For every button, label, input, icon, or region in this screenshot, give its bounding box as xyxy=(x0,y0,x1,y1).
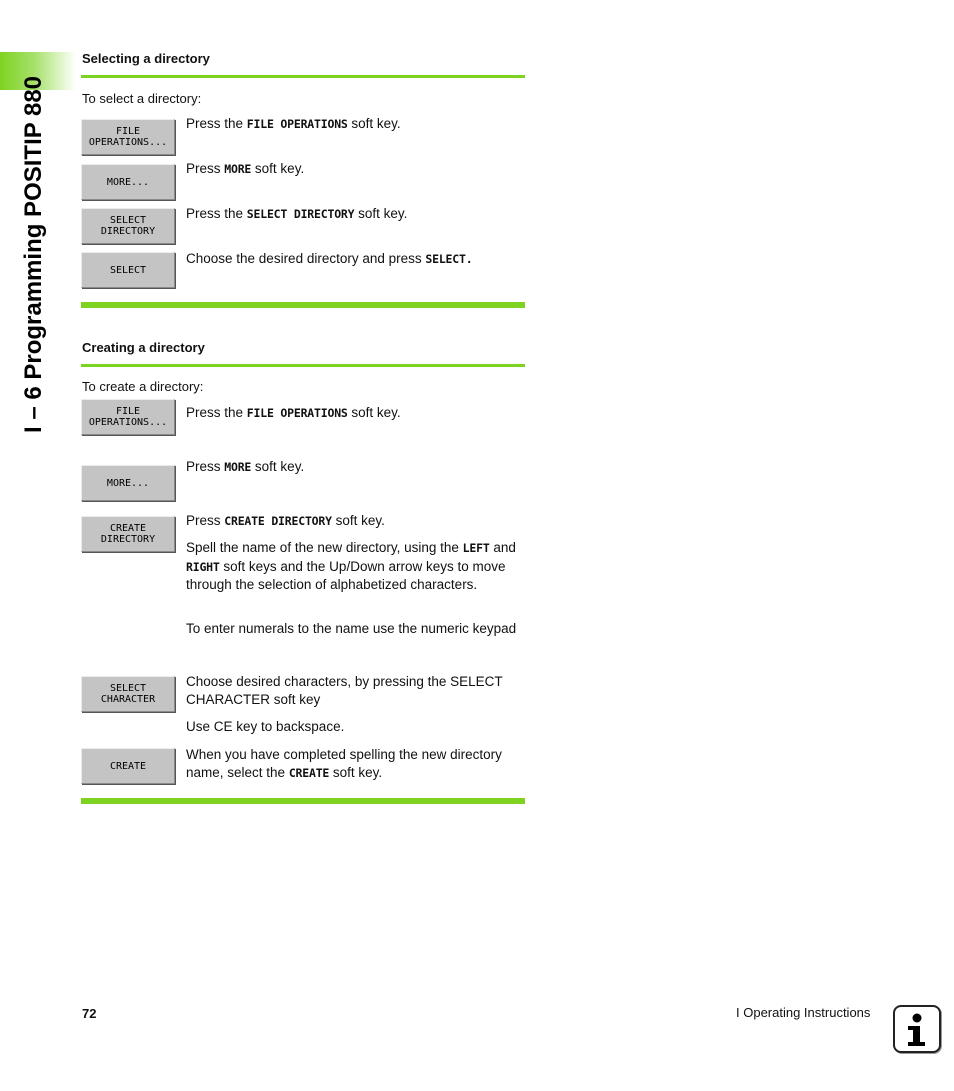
create-softkey[interactable]: CREATE xyxy=(81,748,175,784)
select-softkey[interactable]: SELECT xyxy=(81,252,175,288)
footer-chapter: I Operating Instructions xyxy=(736,1005,871,1020)
step-text: Use CE key to backspace. xyxy=(186,719,345,734)
step-text: To enter numerals to the name use the numeric keypad xyxy=(186,621,517,636)
section-end-rule xyxy=(81,302,525,308)
section-intro: To select a directory: xyxy=(82,91,202,106)
step-text: Choose desired characters, by pressing the SELECT CHARACTER soft key xyxy=(186,674,503,707)
step-text: Press the FILE OPERATIONS soft key. xyxy=(186,405,401,420)
step-text: Press CREATE DIRECTORY soft key. xyxy=(186,513,385,528)
section-title-creating: Creating a directory xyxy=(82,340,205,355)
more-softkey[interactable]: MORE... xyxy=(81,465,175,501)
select-directory-softkey[interactable]: SELECT DIRECTORY xyxy=(81,208,175,244)
section-rule xyxy=(81,364,525,367)
step-text: Press MORE soft key. xyxy=(186,161,305,176)
section-rule xyxy=(81,75,525,78)
section-end-rule xyxy=(81,798,525,804)
info-icon xyxy=(893,1005,941,1053)
create-directory-softkey[interactable]: CREATE DIRECTORY xyxy=(81,516,175,552)
step-text: Press the SELECT DIRECTORY soft key. xyxy=(186,206,408,221)
select-character-softkey[interactable]: SELECT CHARACTER xyxy=(81,676,175,712)
step-text: When you have completed spelling the new directory name, select the CREATE soft key. xyxy=(186,747,502,780)
step-text: Spell the name of the new directory, using the LEFT and RIGHT soft keys and the Up/Down arrow keys to move through the selection of alphabetized characters. xyxy=(186,540,516,592)
page-number: 72 xyxy=(82,1006,97,1021)
file-operations-softkey[interactable]: FILE OPERATIONS... xyxy=(81,399,175,435)
step-text: Press MORE soft key. xyxy=(186,459,305,474)
section-intro: To create a directory: xyxy=(82,379,204,394)
more-softkey[interactable]: MORE... xyxy=(81,164,175,200)
section-title-selecting: Selecting a directory xyxy=(82,51,210,66)
file-operations-softkey[interactable]: FILE OPERATIONS... xyxy=(81,119,175,155)
step-text: Choose the desired directory and press SELECT. xyxy=(186,251,473,266)
step-text: Press the FILE OPERATIONS soft key. xyxy=(186,116,401,131)
chapter-title: I – 6 Programming POSITIP 880 xyxy=(20,75,47,433)
